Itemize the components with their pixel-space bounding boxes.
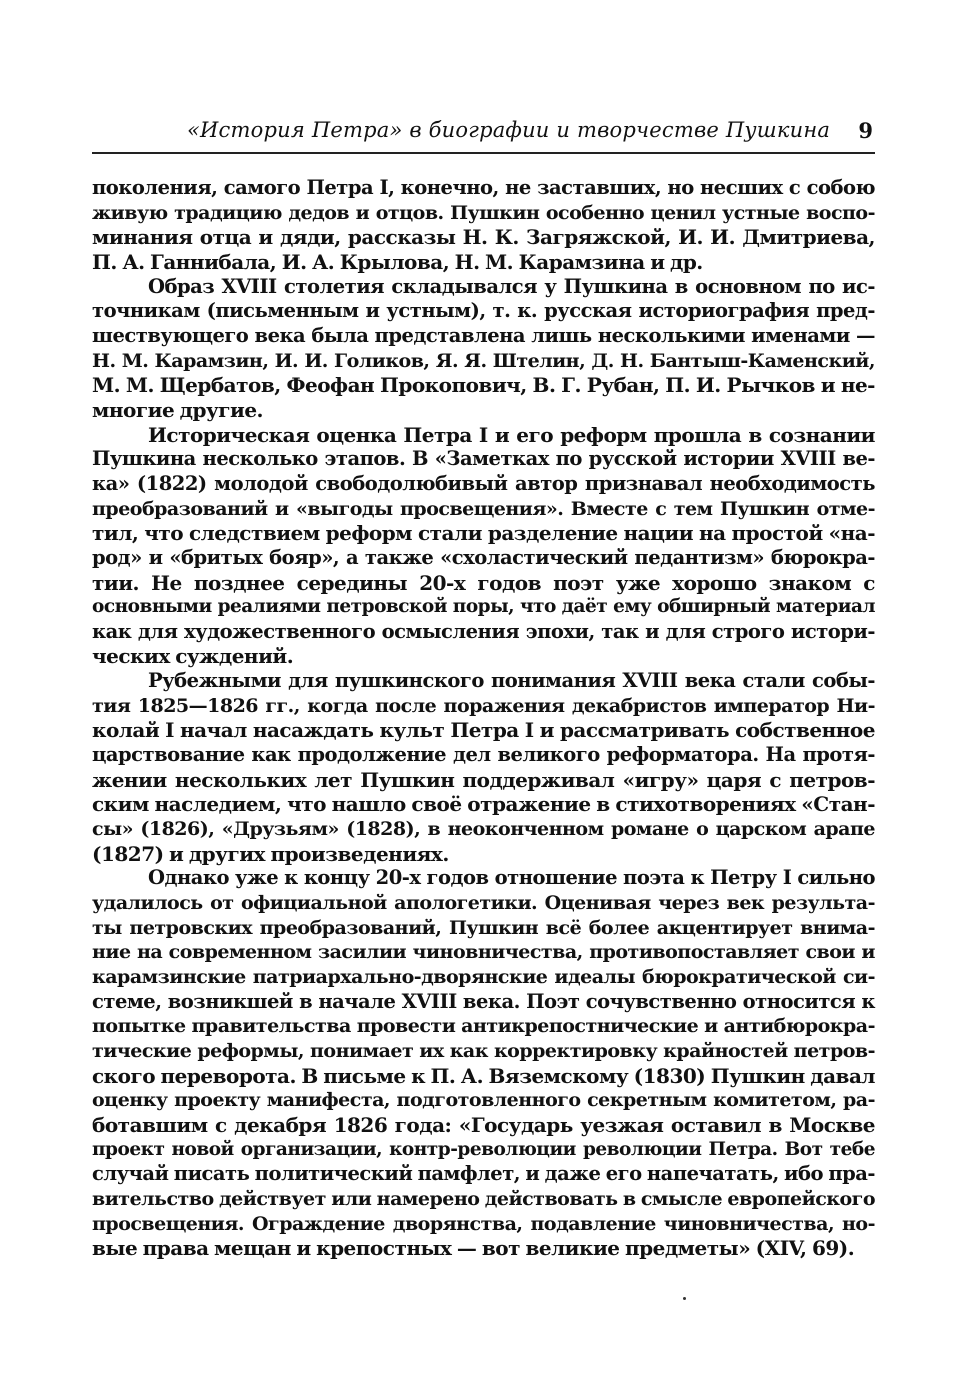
text-line: Историческая оценка Петра I и его реформ прошла в сознании [148, 422, 875, 447]
text-line: вительство действует или намерено действовать в смысле европейского [92, 1187, 875, 1210]
print-speck [683, 1297, 686, 1300]
text-line: Н. М. Карамзин, И. И. Голиков, Я. Я. Штелин, Д. Н. Бантыш-Каменский, [92, 349, 875, 372]
text-line: оценку проекту манифеста, подготовленного секретным комитетом, ра- [92, 1089, 875, 1112]
text-line: род» и «бритых бояр», а также «схоластический педантизм» бюрокра- [92, 545, 875, 569]
text-line: ты петровских преобразований, Пушкин всё более акцентирует внима- [92, 916, 875, 939]
text-line: вые права мещан и крепостных — вот великие предметы» (XIV, 69). [92, 1236, 855, 1261]
text-line: М. М. Щербатов, Феофан Прокопович, В. Г. Рубан, П. И. Рычков и не- [92, 373, 875, 398]
text-line: царствование как продолжение дел великого реформатора. На протя- [92, 743, 875, 767]
text-line: тил, что следствием реформ стали разделение нации на простой «на- [92, 521, 875, 546]
text-line: (1827) и других произведениях. [92, 841, 449, 866]
text-line: проект новой организации, контр-революции революции Петра. Вот тебе [92, 1138, 875, 1160]
text-line: Однако уже к концу 20-х годов отношение поэта к Петру I сильно [148, 866, 875, 890]
text-line: преобразований и «выгоды просвещения». Вместе с тем Пушкин отме- [92, 497, 875, 520]
text-line: Рубежными для пушкинского понимания XVIII века стали собы- [148, 669, 875, 693]
text-line: Образ XVIII столетия складывался у Пушкина в основном по ис- [148, 274, 875, 298]
page-header [92, 112, 875, 154]
text-body [92, 176, 875, 1261]
text-line: П. А. Ганнибала, И. А. Крылова, Н. М. Карамзина и др. [92, 249, 703, 274]
text-line: поколения, самого Петра I, конечно, не заставших, но несших с собою [92, 176, 875, 199]
text-line: как для художественного осмысления эпохи, так и для строго истори- [92, 619, 875, 643]
text-line: Пушкина несколько этапов. В «Заметках по русской истории XVIII ве- [92, 447, 875, 471]
text-line: ческих суждений. [92, 644, 294, 669]
text-line: точникам (письменным и устным), т. к. русская историография пред- [92, 299, 875, 323]
text-line: карамзинские патриархально-дворянские идеалы бюрократической си- [92, 966, 875, 988]
text-line: ка» (1822) молодой свободолюбивый автор признавал необходимость [92, 471, 875, 495]
page-number: 9 [858, 118, 873, 143]
text-line: сы» (1826), «Друзьям» (1828), в неоконченном романе о царском арапе [92, 818, 875, 841]
running-title: «История Петра» в биографии и творчестве Пушкина [187, 118, 831, 142]
text-line: колай I начал насаждать культ Петра I и рассматривать собственное [92, 718, 875, 743]
text-line: минания отца и дяди, рассказы Н. К. Загряжской, И. И. Дмитриева, [92, 225, 875, 250]
text-line: удалилось от официальной апологетики. Оценивая через век результа- [92, 892, 875, 915]
text-line: случай писать политический памфлет, и даже его напечатать, ибо пра- [92, 1162, 875, 1186]
text-line: попытке правительства провести антикрепостнические и антибюрокра- [92, 1015, 875, 1038]
text-line: тия 1825—1826 гг., когда после поражения декабристов император Ни- [92, 694, 875, 717]
text-line: ние на современном засилии чиновничества, противопоставляет свои и [92, 941, 875, 964]
text-line: ботавшим с декабря 1826 года: «Государь уезжая оставил в Москве [92, 1112, 875, 1137]
text-line: основными реалиями петровской поры, что даёт ему обширный материал [92, 596, 875, 618]
text-line: тии. Не позднее середины 20-х годов поэт уже хорошо знаком с [92, 570, 875, 595]
text-line: просвещения. Ограждение дворянства, подавление чиновничества, но- [92, 1212, 875, 1235]
text-line: ского переворота. В письме к П. А. Вяземскому (1830) Пушкин давал [92, 1063, 876, 1088]
text-line: ским наследием, что нашло своё отражение в стихотворениях «Стан- [92, 792, 875, 817]
text-line: шествующего века была представлена лишь несколькими именами — [92, 323, 875, 347]
text-line: стеме, возникшей в начале XVIII века. Поэт сочувственно относится к [92, 989, 875, 1013]
text-line: тические реформы, понимает их как корректировку крайностей петров- [92, 1039, 875, 1062]
text-line: жении нескольких лет Пушкин поддерживал «игру» царя с петров- [92, 767, 875, 792]
text-line: живую традицию дедов и отцов. Пушкин особенно ценил устные воспо- [92, 201, 875, 224]
text-line: многие другие. [92, 397, 264, 422]
